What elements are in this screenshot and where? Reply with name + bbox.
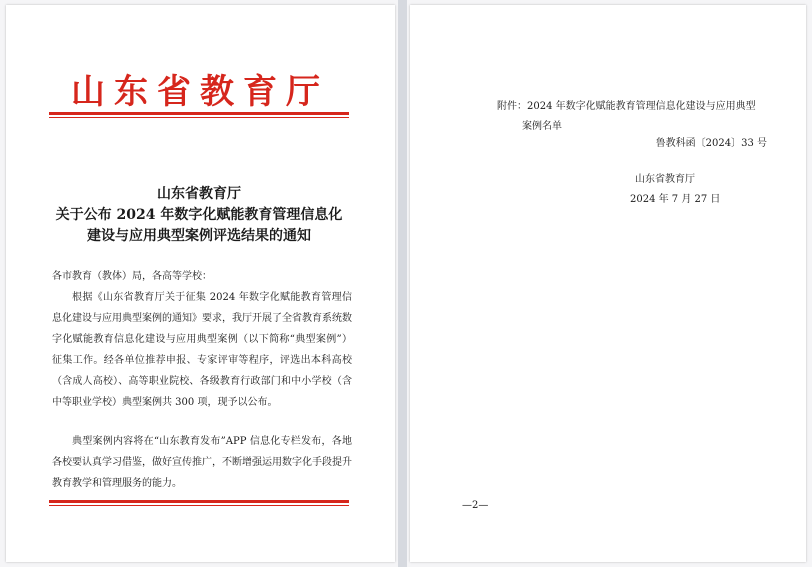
attachment-line: 附件：2024 年数字化赋能教育管理信息化建设与应用典型 (497, 101, 756, 112)
masthead-red-rule (49, 112, 349, 118)
document-number: 鲁教科函〔2024〕33 号 (655, 138, 767, 149)
page-gutter (398, 0, 407, 567)
signature-block (630, 170, 721, 210)
salutation: 各市教育（教体）局，各高等学校： (52, 271, 212, 282)
document-title (40, 184, 358, 247)
footer-red-rule (49, 500, 349, 506)
body-paragraph-2: 典型案例内容将在“山东教育发布”APP 信息化专栏发布，各地各校要认真学习借鉴，做好宣传推广，不断增强运用数字化手段提升教育教学和管理服务的能力。 (52, 436, 352, 489)
masthead-title: 山东省教育厅 (71, 72, 329, 112)
page-number: —2— (462, 500, 489, 511)
title-line: 建设与应用典型案例评选结果的通知 (87, 228, 311, 244)
body-paragraph-1: 根据《山东省教育厅关于征集 2024 年数字化赋能教育管理信息化建设与应用典型案例的通知》要求，我厅开展了全省教育系统数字化赋能教育信息化建设与应用典型案例（以下简称“典型案例”）征集工作。经各单位推荐申报、专家评审等程序，评选出本科高校（含成人高校）、高等职业院校、各级教育行政部门和中小学校（含中等职业学校）典型案例共 300 项，现予以公布。 (52, 292, 352, 408)
attachment-note (497, 97, 767, 137)
issue-date: 2024 年 7 月 27 日 (630, 194, 721, 205)
title-line: 关于公布 2024 年数字化赋能教育管理信息化 (55, 207, 343, 223)
document-page-right (410, 5, 806, 562)
title-line: 山东省教育厅 (157, 186, 241, 202)
attachment-line: 案例名单 (522, 121, 562, 132)
signatory: 山东省教育厅 (635, 174, 695, 185)
